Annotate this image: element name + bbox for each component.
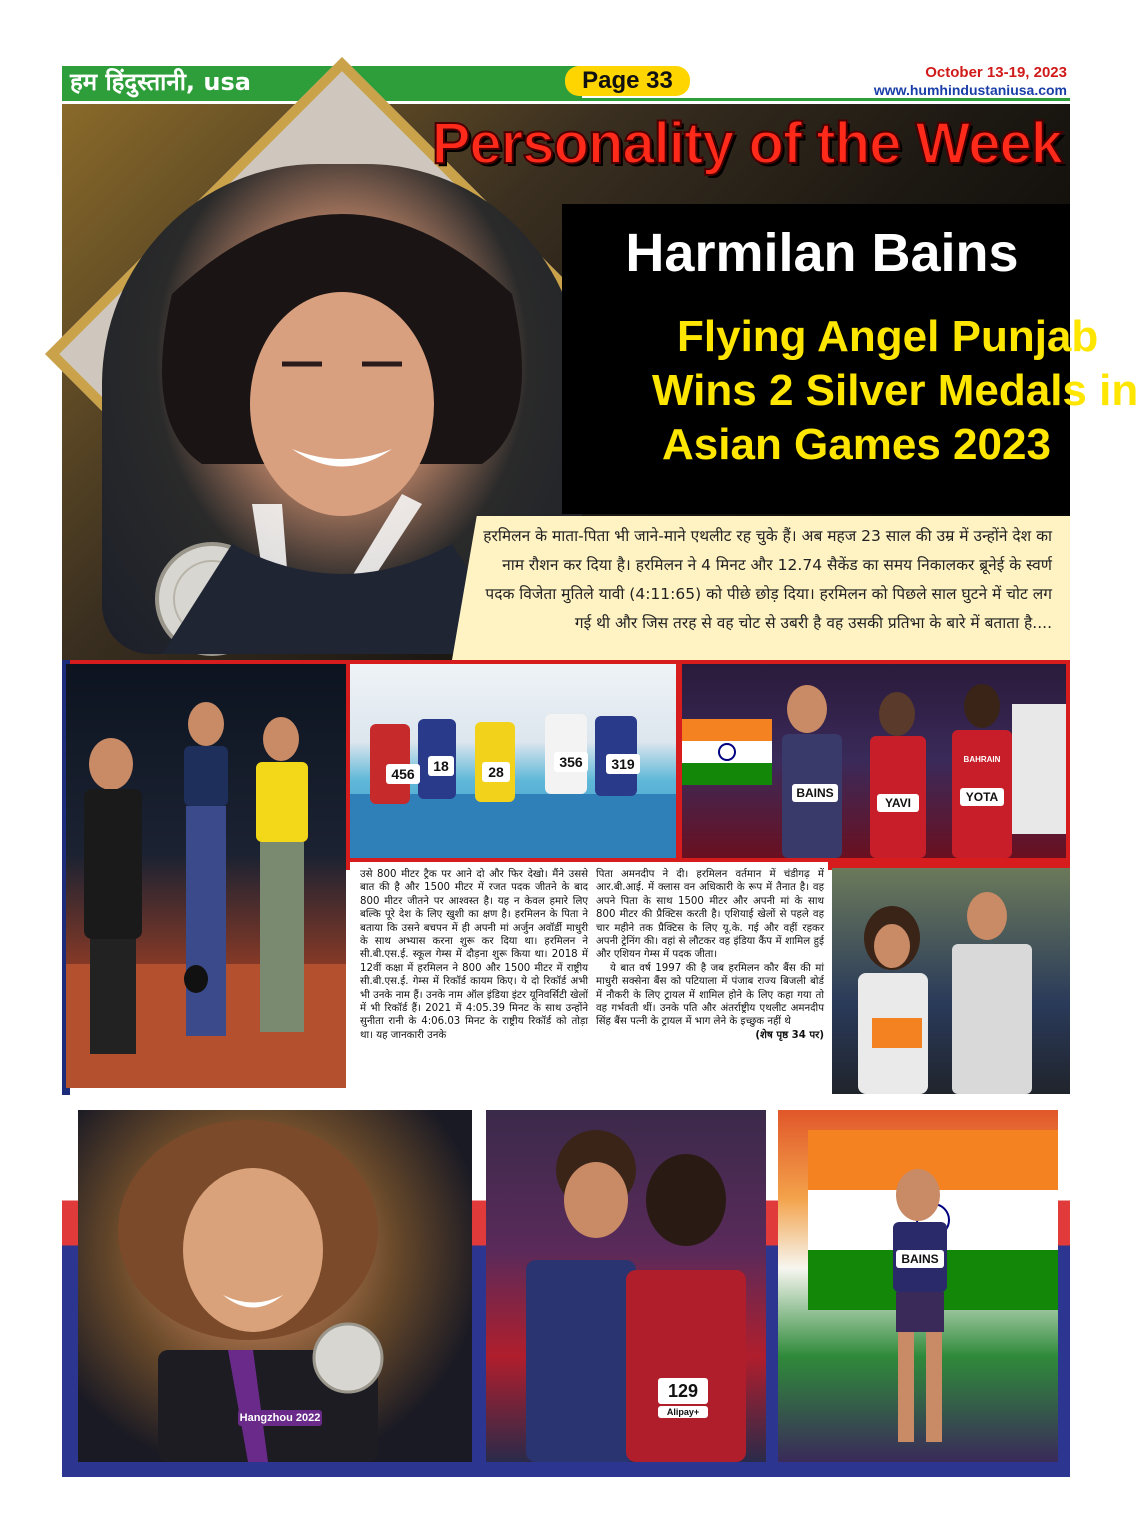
race-bib-2: 18	[428, 756, 454, 776]
podium-photo	[682, 664, 1066, 858]
medal-smile-photo	[78, 1110, 472, 1462]
headline-line-3: Asian Games 2023	[662, 420, 1051, 469]
race-photo	[350, 664, 676, 858]
page-number: Page 33	[565, 66, 690, 96]
hug-athletes	[486, 1110, 766, 1462]
hug-bib: 129	[658, 1378, 708, 1404]
article-column-1: उसे 800 मीटर ट्रैक पर आने दो और फिर देखो। मैंने उससे बात की है और 1500 मीटर में रजत पदक जीतने के बाद 800 मीटर जीतने पर आश्वस्त है। यह न केवल हमारे लिए बल्कि पूरे देश के लिए खुशी का क्षण है। हरमिलन के पिता ने बताया कि उसने बचपन में ही अपनी मां अर्जुन अवॉर्डी माधुरी के साथ अभ्यास करना शुरू कर दिया था। हरमिलन ने सी.बी.एस.ई. स्कूल गेम्स में दौड़ना शुरू किया था। 2018 में 12वीं कक्षा में हरमिलन ने 800 और 1500 मीटर में राष्ट्रीय सी.बी.एस.ई. गेम्स में रिकॉर्ड कायम किए। ये दो रिकॉर्ड अभी भी उनके नाम हैं। उनके नाम ऑल इंडिया इंटर यूनिवर्सिटी खेलों में भी रिकॉर्ड हैं। 2021 में 4:05.39 मिनट के साथ उन्होंने सुनीता रानी के 4:06.03 मिनट के राष्ट्रीय रिकॉर्ड को तोड़ा था। यह जानकारी उनके	[360, 869, 588, 1041]
silver-medal-icon	[314, 1324, 382, 1392]
article-body	[350, 862, 828, 1102]
race-bib-3: 28	[482, 762, 510, 782]
article-column-2-para-2: ये बात वर्ष 1997 की है जब हरमिलन कौर बैंस की मां माधुरी सक्सेना बैंस को पटियाला में पंजाब राज्य बिजली बोर्ड में नौकरी के लिए ट्रायल में शामिल होने के लिए कहा गया तो वह गर्भवती थीं। उनके पति और अंतर्राष्ट्रीय एथलीट अमनदीप सिंह बैंस पत्नी के ट्रायल में भाग लेने के इच्छुक नहीं थे	[596, 962, 824, 1028]
section-title: Personality of the Week	[431, 111, 1062, 176]
intro-paragraph: हरमिलन के माता-पिता भी जाने-माने एथलीट रह चुके हैं। अब महज 23 साल की उम्र में उन्होंने देश का नाम रौशन कर दिया है। हरमिलन ने 4 मिनट और 12.74 सैकेंड का समय निकालकर ब्रूनेई के स्वर्ण पदक विजेता मुतिले यावी (4:11:65) को पीछे छोड़ दिया। हरमिलन को पिछले साल घुटने में चोट लग गई थी और जिस तरह से वह चोट से उबरी है वह उसकी प्रतिभा के बारे में बताता है....	[483, 527, 1052, 632]
headline-line-2: Wins 2 Silver Medals in	[652, 366, 1138, 415]
medal-ribbon-text: Hangzhou 2022	[239, 1412, 321, 1424]
header-rule	[62, 98, 1070, 101]
podium-bib-1: BAINS	[792, 784, 838, 802]
flag-bib: BAINS	[896, 1250, 944, 1268]
article-column-2	[596, 868, 824, 1042]
personality-name: Harmilan Bains	[625, 223, 1019, 283]
article-column-2-para-1: पिता अमनदीप ने दी। हरमिलन वर्तमान में चंडीगढ़ में आर.बी.आई. में क्लास वन अधिकारी के रूप में तैनात है। वह अपने पिता के साथ 1500 मीटर और अपनी मां के साथ 800 मीटर की प्रैक्टिस करती है। एशियाई खेलों से पहले वह चार महीने तक प्रैक्टिस के लिए यू.के. गई और वहीं रहकर अपनी ट्रेनिंग की। वहां से लौटकर वह इंडिया कैंप में शामिल हुई और एशियन गेम्स में पदक जीता।	[596, 869, 824, 961]
family-photo	[66, 664, 346, 1088]
hug-sponsor: Alipay+	[658, 1406, 708, 1418]
race-bib-5: 319	[606, 754, 640, 774]
podium-bib-2: YAVI	[877, 794, 919, 812]
flag-photo	[778, 1110, 1058, 1462]
continued-note: (शेष पृष्ठ 34 पर)	[755, 1029, 824, 1041]
issue-date: October 13-19, 2023	[925, 64, 1067, 81]
masthead: हम हिंदुस्तानी, usa	[62, 66, 582, 98]
race-bib-4: 356	[554, 752, 588, 772]
hug-photo	[486, 1110, 766, 1462]
podium-bib-3: YOTA	[960, 788, 1004, 806]
bottom-rule	[62, 1471, 1070, 1477]
headline-line-1: Flying Angel Punjab	[677, 312, 1099, 361]
hero-banner	[62, 104, 1138, 660]
family-figures	[66, 664, 346, 1088]
race-bib-1: 456	[386, 764, 420, 784]
website-link[interactable]: www.humhindustaniusa.com	[873, 82, 1067, 98]
podium-athletes	[682, 664, 1066, 858]
minister-photo	[832, 868, 1070, 1094]
bahrain-label: BAHRAIN	[963, 755, 1001, 764]
minister-figures	[832, 868, 1070, 1094]
flag-athlete	[778, 1110, 1058, 1462]
